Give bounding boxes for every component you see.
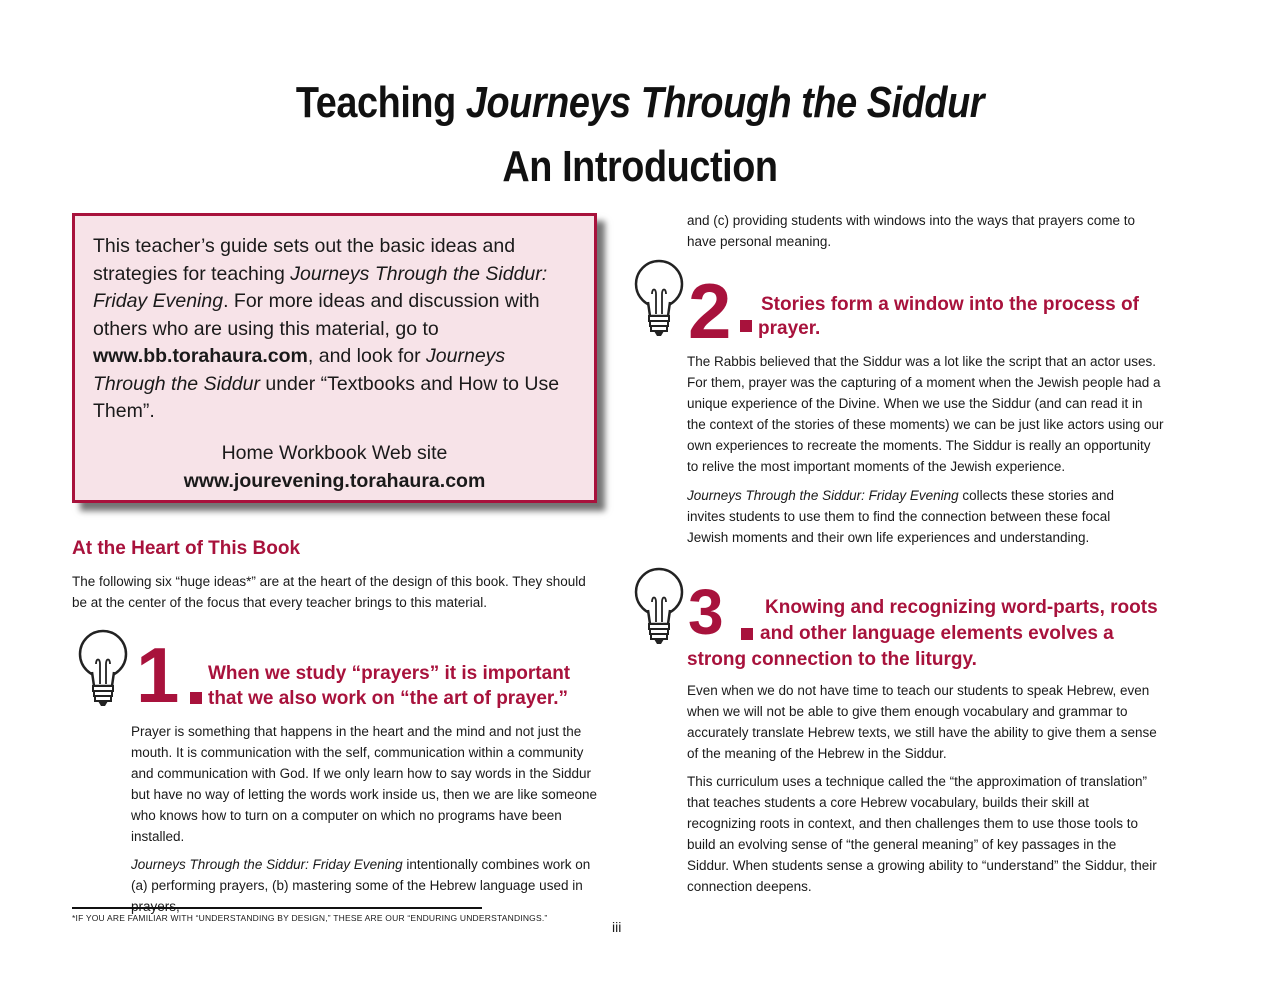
title-italic: Journeys Through the Siddur <box>465 78 985 127</box>
idea-3-marker <box>741 628 753 640</box>
idea-1-book-title: Journeys Through the Siddur: Friday Evening <box>131 857 403 872</box>
web-site-label: Home Workbook Web site <box>221 442 448 464</box>
idea-2-paragraph-2 <box>687 485 1155 548</box>
footnote: *IF YOU ARE FAMILIAR WITH “UNDERSTANDING BY DESIGN,” THESE ARE OUR “ENDURING UNDERSTANDINGS.” <box>72 913 548 923</box>
idea-3-heading-line-1: Knowing and recognizing word-parts, roots <box>765 597 1158 618</box>
page-number: iii <box>612 919 622 935</box>
lightbulb-icon <box>630 258 688 338</box>
callout-text-4: under “Textbooks and How to Use Them”. <box>93 372 560 422</box>
idea-2-book-title: Journeys Through the Siddur: Friday Evening <box>687 488 959 503</box>
callout-text-3: , and look for <box>307 345 427 367</box>
idea-1-number: 1 <box>136 631 180 719</box>
callout-book-title: Journeys Through the Siddur: Friday Evening <box>93 262 548 312</box>
idea-1-heading-line-1: When we study “prayers” it is important <box>208 663 571 684</box>
idea-3-heading-line-2: and other language elements evolves a <box>760 623 1114 644</box>
section-intro: The following six “huge ideas*” are at the heart of the design of this book. They should be at the center of the focus that every teacher brings to this material. <box>72 574 586 610</box>
idea-2-heading-line-1: Stories form a window into the process of <box>761 294 1139 315</box>
callout-text-2: . For more ideas and discussion with others who are using this material, go to <box>93 290 540 340</box>
callout-text-1: This teacher’s guide sets out the basic ideas and strategies for teaching <box>93 235 516 285</box>
idea-2-marker <box>740 320 752 332</box>
lightbulb-icon <box>74 628 132 708</box>
idea-3-paragraph-1: Even when we do not have time to teach our students to speak Hebrew, even when we will not be able to give them enough vocabulary and grammar to accurately translate Hebrew texts, we still have the ability to give them a sense of the meaning of the Hebrew in the Siddur. <box>687 683 1157 761</box>
idea-3-paragraph-2: This curriculum uses a technique called the “the approximation of translation” that teaches students a core Hebrew vocabulary, builds their skill at recognizing roots in context, and then challenges them to use those tools to build an evolving sense of “the general meaning” of key passages in the Siddur. When students sense a growing ability to “understand” the Siddur, their connection deepens. <box>687 774 1157 894</box>
idea-1-marker <box>190 692 202 704</box>
idea-1-heading-line-2: that we also work on “the art of prayer.” <box>208 688 569 709</box>
callout-book-title-2: Journeys Through the Siddur <box>93 345 506 395</box>
idea-2-number: 2 <box>688 267 732 355</box>
idea-1-paragraph-2-text: intentionally combines work on (a) performing prayers, (b) mastering some of the Hebrew language used in <box>131 857 591 893</box>
section-heading: At the Heart of This Book <box>72 538 301 559</box>
footnote-rule <box>72 907 482 909</box>
page-subtitle: An Introduction <box>502 142 778 191</box>
callout-text <box>93 233 578 426</box>
idea-1-continuation: and (c) providing students with windows into the ways that prayers come to have personal meaning. <box>687 213 1135 249</box>
lightbulb-icon <box>630 566 688 646</box>
idea-2-heading-line-2: prayer. <box>758 318 821 339</box>
forum-link[interactable]: www.bb.torahaura.com <box>93 345 308 367</box>
idea-1-paragraph-1: Prayer is something that happens in the heart and the mind and not just the mouth. It is communication with the self, communication within a community and communication with God. If we only learn how to say words in the Siddur but have no way of letting the words work inside us, then we are like someone who knows how to turn on a computer on which no programs have been installed. <box>131 724 598 844</box>
idea-3-heading-line-3: strong connection to the liturgy. <box>687 649 977 670</box>
web-site-link[interactable]: www.jourevening.torahaura.com <box>183 470 486 492</box>
callout-box <box>72 213 597 503</box>
idea-2-paragraph-1: The Rabbis believed that the Siddur was a lot like the script that an actor uses. For them, prayer was the capturing of a moment when the Jewish people had a unique experience of the Divine. When we use the Siddur (and can read it in the context of the stories of these moments) we can be just like actors using our own experiences to recreate the moments. The Siddur is really an opportunity to relive the most important moments of the Jewish experience. <box>687 354 1164 474</box>
page-title <box>90 78 1191 128</box>
idea-2-paragraph-2-text: collects these stories and invites students to use them to find the connection between these focal Jewish moments and their own life experiences and understanding. <box>687 488 1114 545</box>
idea-3-number: 3 <box>688 576 724 648</box>
title-prefix: Teaching <box>295 78 466 127</box>
